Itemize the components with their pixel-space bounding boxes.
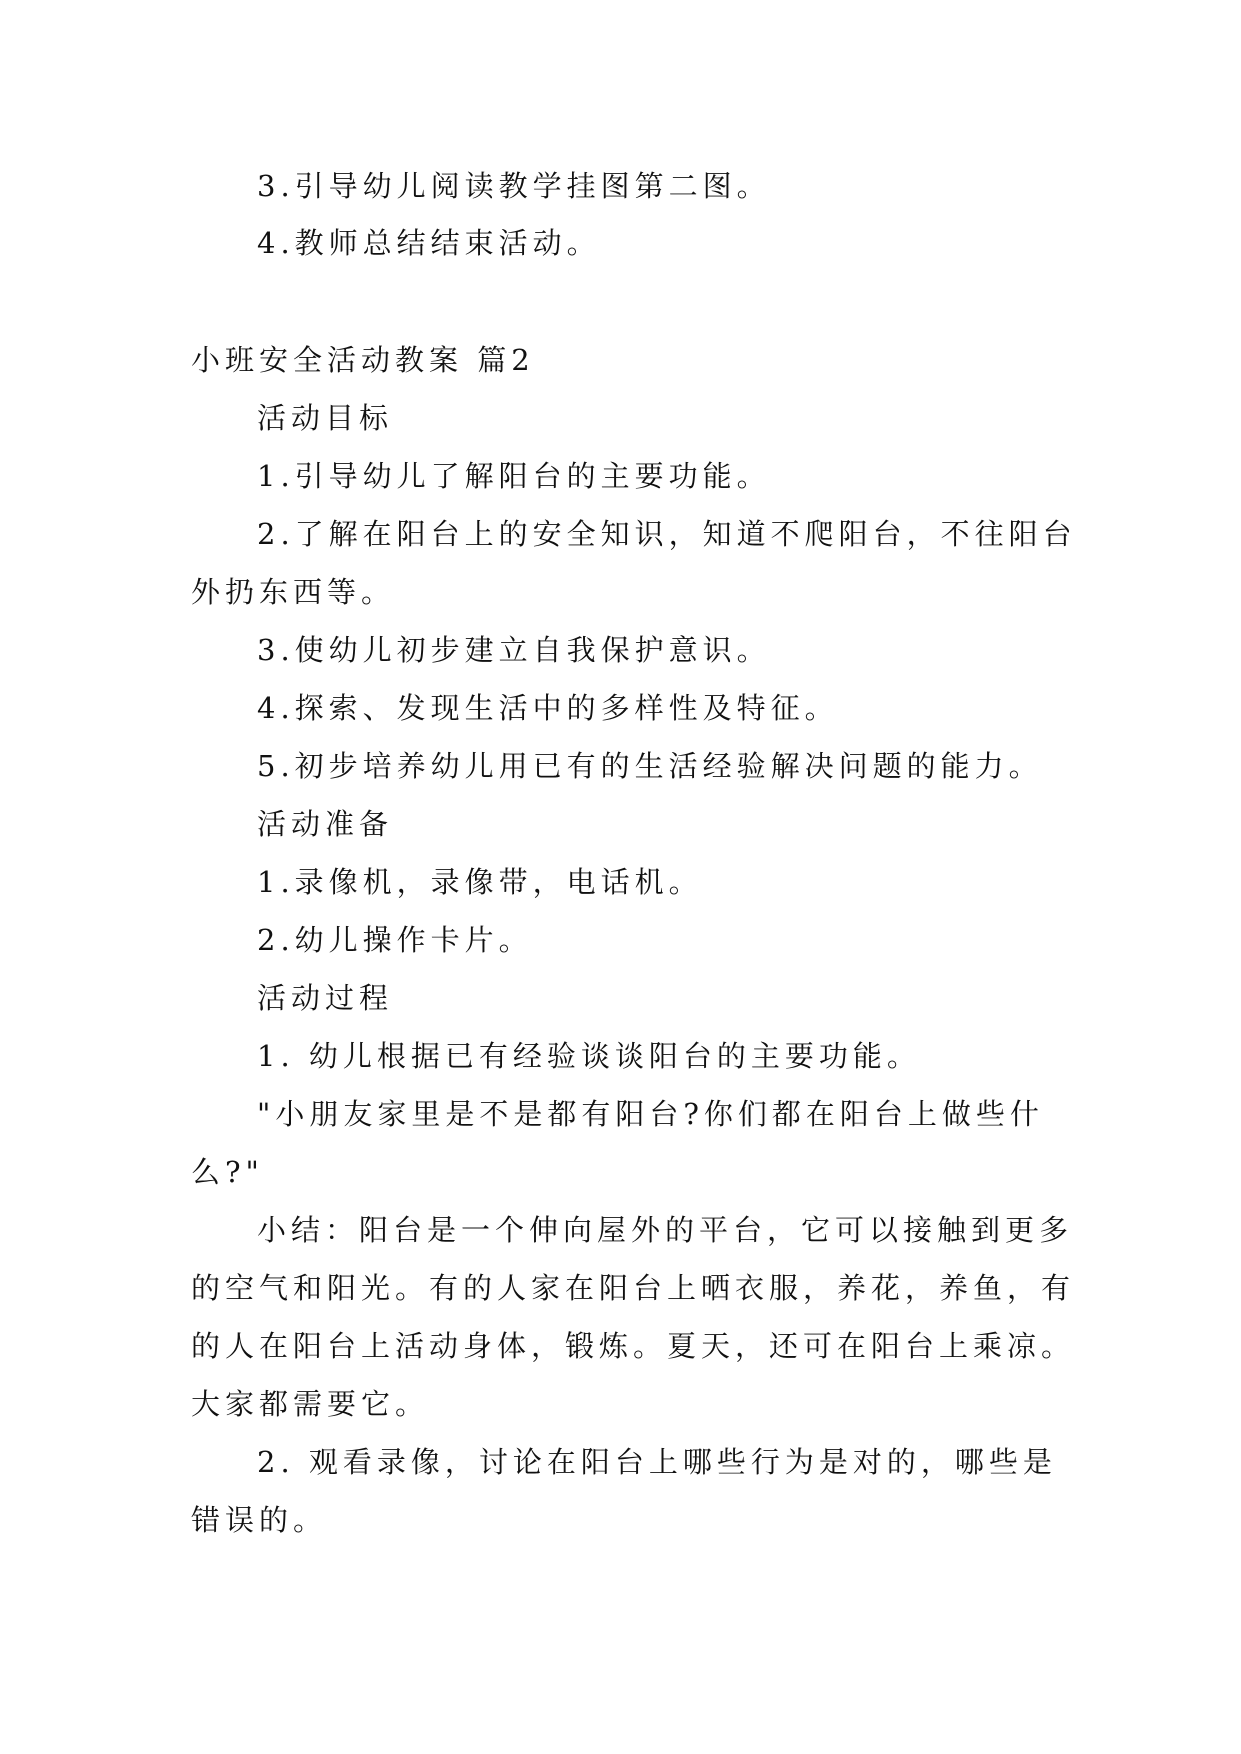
- process-heading: 活动过程: [257, 981, 394, 1015]
- process-paragraph: 小结：阳台是一个伸向屋外的平台，它可以接触到更多: [257, 1213, 1074, 1247]
- process-paragraph: 1. 幼儿根据已有经验谈谈阳台的主要功能。: [257, 1039, 921, 1073]
- paragraph: 3.引导幼儿阅读教学挂图第二图。: [257, 169, 771, 203]
- goal-item: 1.引导幼儿了解阳台的主要功能。: [257, 459, 771, 493]
- process-paragraph-continuation: 错误的。: [191, 1503, 328, 1537]
- section-title: 小班安全活动教案 篇2: [191, 343, 535, 377]
- prep-item: 2.幼儿操作卡片。: [257, 923, 533, 957]
- process-paragraph-continuation: 的空气和阳光。有的人家在阳台上晒衣服，养花，养鱼，有: [191, 1271, 1076, 1305]
- paragraph: 4.教师总结结束活动。: [257, 226, 601, 260]
- process-paragraph: 2. 观看录像，讨论在阳台上哪些行为是对的，哪些是: [257, 1445, 1057, 1479]
- process-paragraph-continuation: 的人在阳台上活动身体，锻炼。夏天，还可在阳台上乘凉。: [191, 1329, 1076, 1363]
- goal-item: 3.使幼儿初步建立自我保护意识。: [257, 633, 771, 667]
- prep-heading: 活动准备: [257, 807, 394, 841]
- goal-item-continuation: 外扔东西等。: [191, 575, 396, 609]
- process-paragraph-continuation: 么?": [191, 1155, 264, 1189]
- process-paragraph: "小朋友家里是不是都有阳台?你们都在阳台上做些什: [257, 1097, 1044, 1131]
- goal-item: 5.初步培养幼儿用已有的生活经验解决问题的能力。: [257, 749, 1043, 783]
- goal-item: 2.了解在阳台上的安全知识，知道不爬阳台，不往阳台: [257, 517, 1077, 551]
- process-paragraph-continuation: 大家都需要它。: [191, 1387, 430, 1421]
- prep-item: 1.录像机，录像带，电话机。: [257, 865, 703, 899]
- goals-heading: 活动目标: [257, 401, 394, 435]
- goal-item: 4.探索、发现生活中的多样性及特征。: [257, 691, 839, 725]
